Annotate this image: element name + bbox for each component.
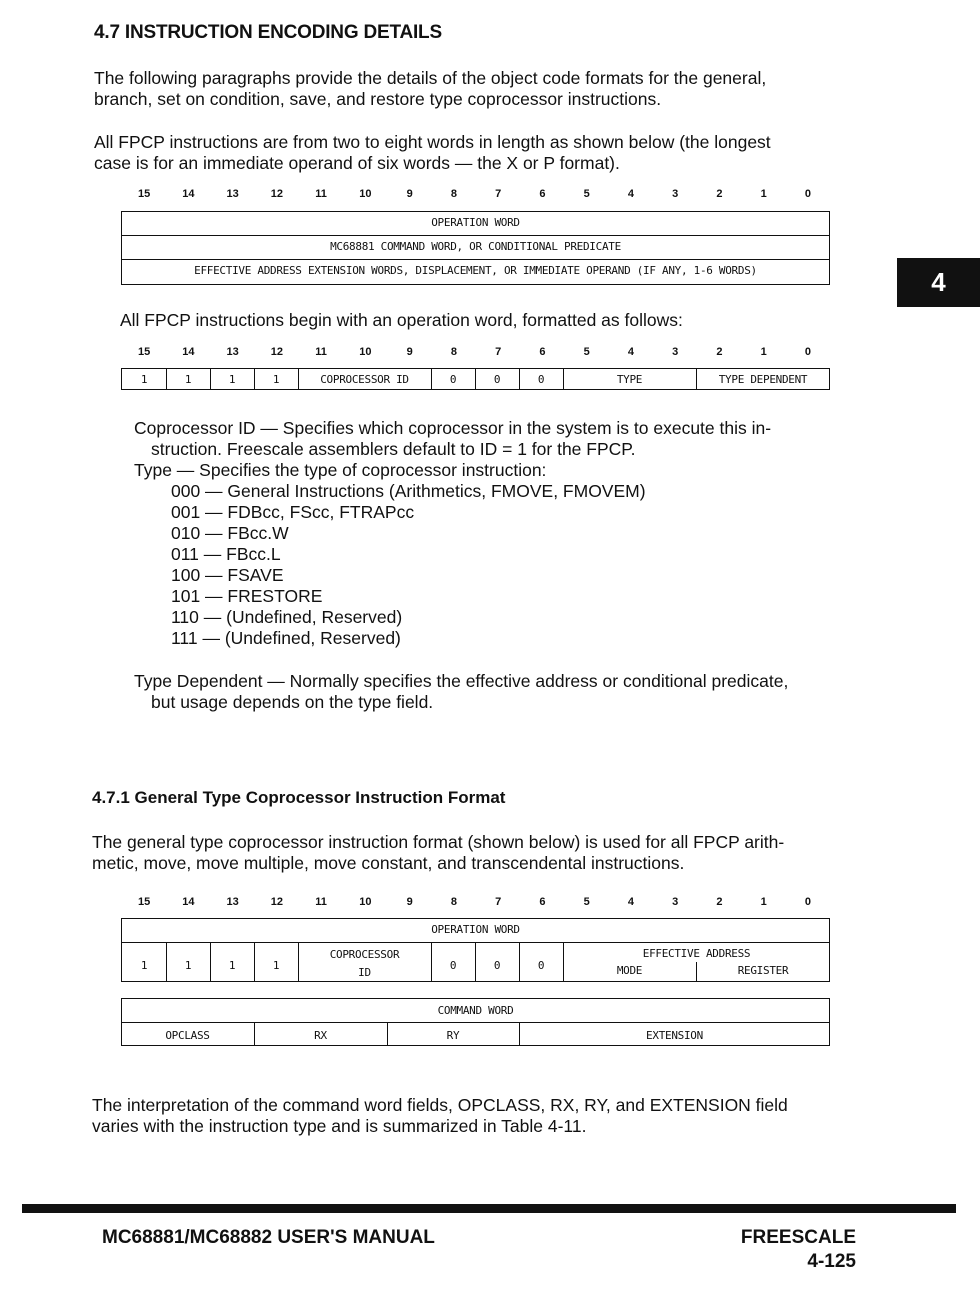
bit-value: 1: [272, 959, 280, 972]
rx-field: RX: [314, 1029, 327, 1042]
effective-address-label: EFFECTIVE ADDRESS: [642, 947, 751, 960]
closing-line2: varies with the instruction type and is summarized in Table 4-11.: [92, 1116, 587, 1136]
coprocessor-id-field: COPROCESSOR ID: [320, 373, 409, 386]
operation-word-label: OPERATION WORD: [431, 216, 520, 229]
register-field: REGISTER: [737, 964, 789, 977]
intro-p2-line1: All FPCP instructions are from two to eight words in length as shown below (the longest: [94, 132, 771, 152]
divider: [121, 235, 830, 236]
intro-p1-line2: branch, set on condition, save, and restore type coprocessor instructions.: [94, 89, 662, 109]
cpid-line2: struction. Freescale assemblers default to ID = 1 for the FPCP.: [151, 439, 636, 459]
bit-number: 7: [495, 896, 502, 908]
extension-words-label: EFFECTIVE ADDRESS EXTENSION WORDS, DISPLACEMENT, OR IMMEDIATE OPERAND (IF ANY, 1-6 WORDS): [194, 264, 757, 277]
type-item: 011 — FBcc.L: [171, 544, 281, 564]
bit-value: 1: [140, 959, 148, 972]
bit-value: 1: [228, 373, 236, 386]
divider: [121, 259, 830, 260]
bit-number: 5: [583, 188, 590, 200]
command-word-label: COMMAND WORD: [437, 1004, 514, 1017]
bit-numbers-row: [122, 188, 830, 204]
bit-number: 7: [495, 346, 502, 358]
bit-number: 1: [760, 188, 767, 200]
divider: [121, 1022, 830, 1023]
subsection-line2: metic, move, move multiple, move constant, and transcendental instructions.: [92, 853, 685, 873]
td-line1: Type Dependent — Normally specifies the effective address or conditional predicate,: [134, 671, 789, 691]
type-dependent-field: TYPE DEPENDENT: [718, 373, 808, 386]
bit-number: 7: [495, 188, 502, 200]
bit-number: 2: [716, 346, 723, 358]
bit-value: 1: [140, 373, 148, 386]
bit-number: 11: [315, 188, 327, 200]
type-item: 111 — (Undefined, Reserved): [171, 628, 401, 648]
intro-paragraph-2: [94, 132, 771, 174]
closing-line1: The interpretation of the command word fields, OPCLASS, RX, RY, and EXTENSION field: [92, 1095, 788, 1115]
type-item: 100 — FSAVE: [171, 565, 284, 585]
bit-number: 14: [182, 896, 195, 908]
cpid-definition: [134, 418, 771, 460]
bit-number: 11: [315, 346, 327, 358]
bit-value: 0: [537, 959, 545, 972]
bit-number: 5: [583, 896, 590, 908]
bit-number: 9: [406, 346, 413, 358]
type-item: 001 — FDBcc, FScc, FTRAPcc: [171, 502, 415, 522]
bit-number: 12: [270, 188, 283, 200]
extension-field: EXTENSION: [646, 1029, 703, 1042]
type-item: 101 — FRESTORE: [171, 586, 323, 606]
bit-number: 15: [138, 896, 151, 908]
bit-number: 12: [270, 896, 283, 908]
bit-number: 6: [539, 896, 546, 908]
type-field: TYPE: [616, 373, 643, 386]
bit-number: 0: [804, 188, 811, 200]
type-item: 110 — (Undefined, Reserved): [171, 607, 403, 627]
type-dependent-definition: [134, 671, 788, 713]
footer-manual-title: MC68881/MC68882 USER'S MANUAL: [102, 1227, 435, 1248]
coprocessor-label: COPROCESSOR: [329, 948, 400, 961]
command-word-label: MC68881 COMMAND WORD, OR CONDITIONAL PREDICATE: [330, 240, 621, 253]
bit-number: 10: [359, 346, 372, 358]
bit-number: 10: [359, 188, 372, 200]
bit-number: 6: [539, 346, 546, 358]
type-definition-head: Type — Specifies the type of coprocessor instruction:: [134, 460, 547, 480]
bit-number: 12: [270, 346, 283, 358]
bit-number: 4: [627, 346, 634, 358]
bit-number: 2: [716, 896, 723, 908]
subsection-line1: The general type coprocessor instruction format (shown below) is used for all FPCP arith-: [92, 832, 785, 852]
bit-number: 4: [627, 188, 634, 200]
bit-number: 13: [226, 896, 239, 908]
section-title: 4.7 INSTRUCTION ENCODING DETAILS: [94, 22, 442, 43]
opword-intro: All FPCP instructions begin with an operation word, formatted as follows:: [120, 310, 683, 330]
intro-p1-line1: The following paragraphs provide the details of the object code formats for the general,: [94, 68, 767, 88]
bit-numbers-row: [122, 346, 830, 362]
bit-numbers-row: [122, 896, 830, 912]
opclass-field: OPCLASS: [165, 1029, 210, 1042]
bit-number: 14: [182, 346, 195, 358]
bit-number: 2: [716, 188, 723, 200]
type-list: [171, 481, 646, 649]
bit-number: 13: [226, 346, 239, 358]
bit-number: 3: [672, 896, 679, 908]
footer-brand: FREESCALE: [740, 1227, 856, 1248]
bit-number: 15: [138, 188, 151, 200]
subsection-title: 4.7.1 General Type Coprocessor Instruction Format: [92, 788, 506, 807]
cpid-line1: Coprocessor ID — Specifies which coprocessor in the system is to execute this in-: [134, 418, 772, 438]
type-item: 010 — FBcc.W: [171, 523, 289, 543]
bit-number: 1: [760, 896, 767, 908]
bit-value: 0: [449, 373, 457, 386]
bit-value: 0: [449, 959, 457, 972]
bit-value: 1: [272, 373, 280, 386]
bit-value: 0: [537, 373, 545, 386]
operation-word-label: OPERATION WORD: [431, 923, 520, 936]
bit-number: 1: [760, 346, 767, 358]
bit-number: 8: [450, 188, 457, 200]
bit-number: 15: [138, 346, 151, 358]
bit-number: 13: [226, 188, 239, 200]
bit-number: 9: [406, 188, 413, 200]
closing-paragraph: [92, 1095, 788, 1137]
bit-value: 1: [184, 373, 192, 386]
mode-field: MODE: [616, 964, 643, 977]
td-line2: but usage depends on the type field.: [151, 692, 434, 712]
bit-number: 0: [804, 896, 811, 908]
ry-field: RY: [446, 1029, 460, 1042]
subsection-paragraph: [92, 832, 784, 874]
bit-number: 3: [672, 188, 679, 200]
intro-p2-line2: case is for an immediate operand of six words — the X or P format).: [94, 153, 620, 173]
bit-value: 1: [184, 959, 192, 972]
footer-page-number: 4-125: [807, 1251, 856, 1272]
type-item: 000 — General Instructions (Arithmetics, FMOVE, FMOVEM): [171, 481, 646, 501]
bit-value: 1: [228, 959, 236, 972]
bit-number: 0: [804, 346, 811, 358]
bit-value: 0: [493, 373, 501, 386]
bit-number: 4: [627, 896, 634, 908]
bit-number: 8: [450, 346, 457, 358]
chapter-tab: 4: [897, 258, 980, 307]
bit-number: 5: [583, 346, 590, 358]
coprocessor-id-label: ID: [358, 966, 371, 979]
bit-value: 0: [493, 959, 501, 972]
bit-number: 11: [315, 896, 327, 908]
bit-number: 6: [539, 188, 546, 200]
bit-number: 8: [450, 896, 457, 908]
bit-number: 14: [182, 188, 195, 200]
footer-rule: [22, 1204, 956, 1213]
bit-number: 9: [406, 896, 413, 908]
bit-number: 3: [672, 346, 679, 358]
bit-number: 10: [359, 896, 372, 908]
intro-paragraph-1: [94, 68, 766, 110]
